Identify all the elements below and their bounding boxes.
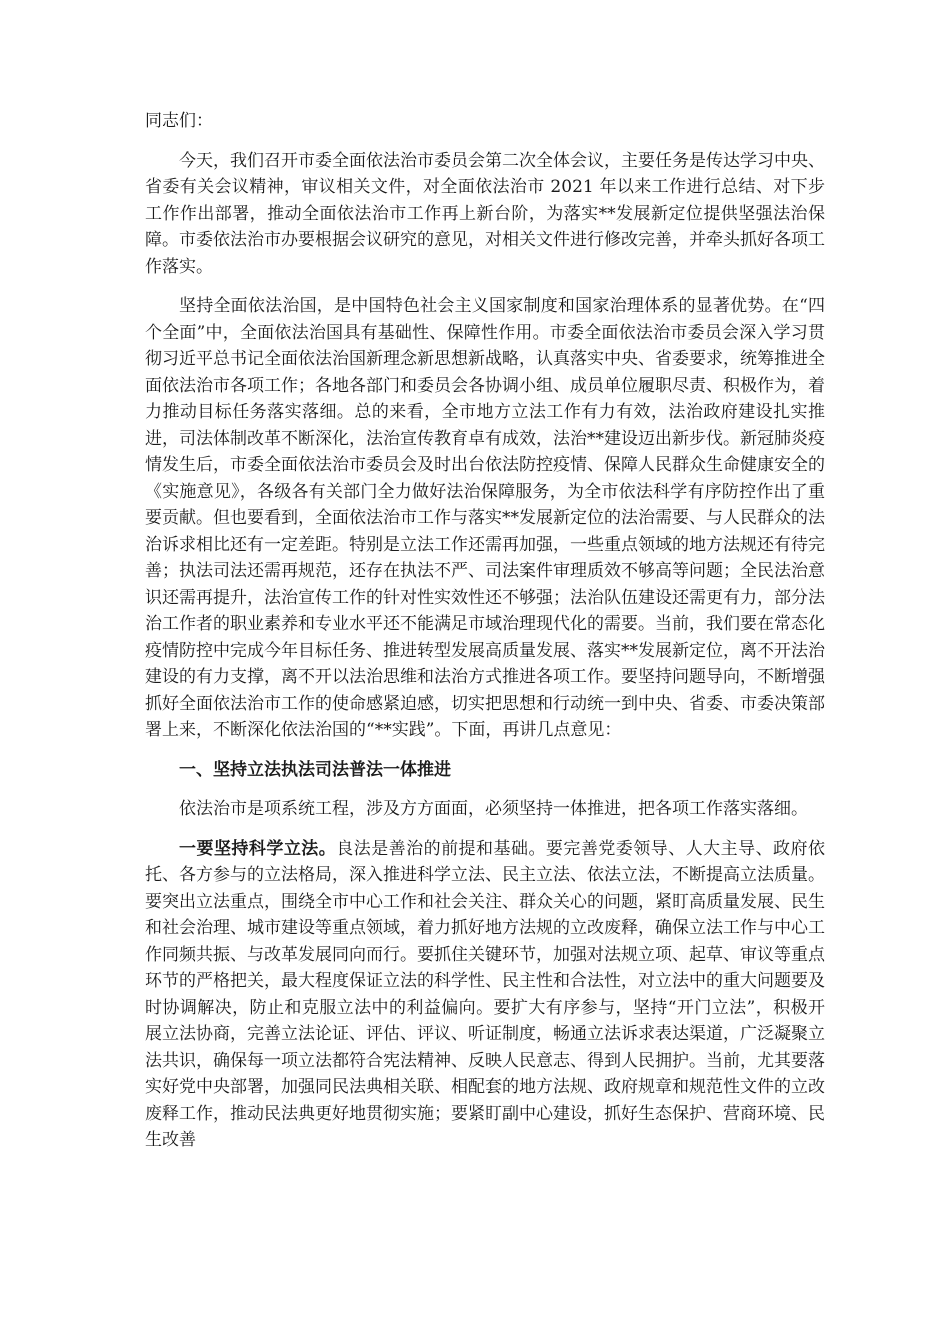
section-intro: 依法治市是项系统工程，涉及方方面面，必须坚持一体推进，把各项工作落实落细。: [179, 799, 808, 819]
paragraph-opening: 今天，我们召开市委全面依法治市委员会第二次全体会议，主要任务是传达学习中央、省委有关会议精神，审议相关文件，对全面依法治市 2021 年以来工作进行总结、对下步工作作出部署，推动全面依法治市工作再上新台阶，为落实**发展新定位提供坚强法治保障。市委依法治市办要根据会议研究的意见，对相关文件进行修改完善，并牵头抓好各项工作落实。: [145, 150, 825, 277]
point-paragraph: [145, 836, 825, 1154]
document-page: [145, 108, 825, 1167]
point-lead: 一要坚持科学立法。: [179, 838, 337, 859]
section-heading: 一、坚持立法执法司法普法一体推进: [179, 759, 451, 780]
paragraph-overview: 坚持全面依法治国，是中国特色社会主义国家制度和国家治理体系的显著优势。在“四个全面”中，全面依法治国具有基础性、保障性作用。市委全面依法治市委员会深入学习贯彻习近平总书记全面依法治国新理念新思想新战略，认真落实中央、省委要求，统筹推进全面依法治市各项工作；各地各部门和委员会各协调小组、成员单位履职尽责、积极作为，着力推动目标任务落实落细。总的来看，全市地方立法工作有力有效，法治政府建设扎实推进，司法体制改革不断深化，法治宣传教育卓有成效，法治**建设迈出新步伐。新冠肺炎疫情发生后，市委全面依法治市委员会及时出台依法防控疫情、保障人民群众生命健康安全的《实施意见》，各级各有关部门全力做好法治保障服务，为全市依法科学有序防控作出了重要贡献。但也要看到，全面依法治市工作与落实**发展新定位的法治需要、与人民群众的法治诉求相比还有一定差距。特别是立法工作还需再加强，一些重点领域的地方法规还有待完善；执法司法还需再规范，还存在执法不严、司法案件审理质效不够高等问题；全民法治意识还需再提升，法治宣传工作的针对性实效性还不够强；法治队伍建设还需更有力，部分法治工作者的职业素养和专业水平还不能满足市域治理现代化的需要。当前，我们要在常态化疫情防控中完成今年目标任务、推进转型发展高质量发展、落实**发展新定位，离不开法治建设的有力支撑，离不开以法治思维和法治方式推进各项工作。要坚持问题导向，不断增强抓好全面依法治市工作的使命感紧迫感，切实把思想和行动统一到中央、省委、市委决策部署上来，不断深化依法治国的“**实践”。下面，再讲几点意见：: [145, 296, 825, 740]
point-body: 良法是善治的前提和基础。要完善党委领导、人大主导、政府依托、各方参与的立法格局，深入推进科学立法、民主立法、依法立法，不断提高立法质量。要突出立法重点，围绕全市中心工作和社会关注、群众关心的问题，紧盯高质量发展、民生和社会治理、城市建设等重点领域，着力抓好地方法规的立改废释，确保立法工作与中心工作同频共振、与改革发展同向而行。要抓住关键环节，加强对法规立项、起草、审议等重点环节的严格把关，最大程度保证立法的科学性、民主性和合法性，对立法中的重大问题要及时协调解决，防止和克服立法中的利益偏向。要扩大有序参与，坚持“开门立法”，积极开展立法协商，完善立法论证、评估、评议、听证制度，畅通立法诉求表达渠道，广泛凝聚立法共识，确保每一项立法都符合宪法精神、反映人民意志、得到人民拥护。当前，尤其要落实好党中央部署，加强同民法典相关联、相配套的地方法规、政府规章和规范性文件的立改废释工作，推动民法典更好地贯彻实施；要紧盯副中心建设，抓好生态保护、营商环境、民生改善: [145, 838, 825, 1150]
salutation: 同志们：: [145, 111, 213, 131]
